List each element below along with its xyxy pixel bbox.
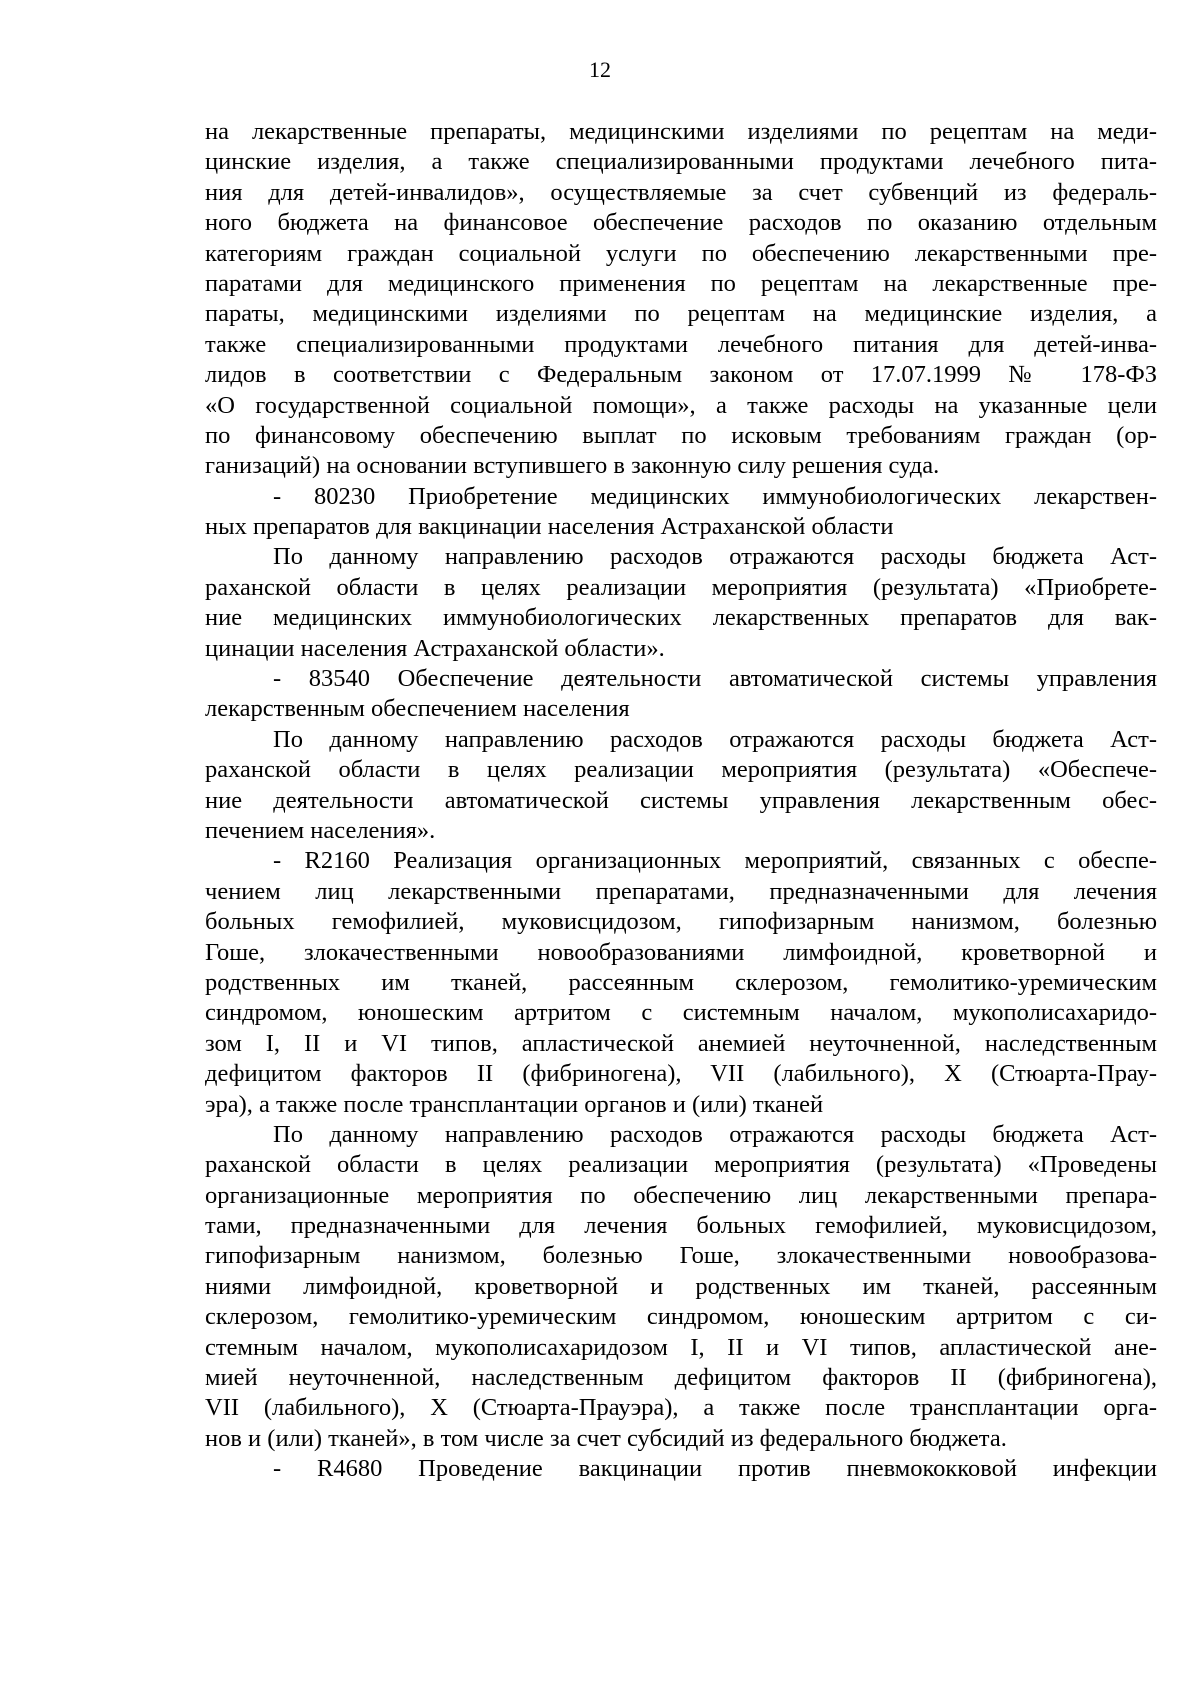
page-number: 12 — [589, 57, 611, 82]
text-line: печением населения». — [205, 816, 436, 844]
text-line: По данному направлению расходов отражаются расходы бюджета Аст- — [273, 543, 1157, 571]
text-line: зом I, II и VI типов, апластической анемией неуточненной, наследственным — [205, 1029, 1157, 1057]
text-line: тами, предназначенными для лечения больных гемофилией, муковисцидозом, — [205, 1212, 1157, 1240]
text-line: лекарственным обеспечением населения — [205, 695, 630, 723]
text-line: ганизаций) на основании вступившего в законную силу решения суда. — [205, 452, 940, 480]
text-line: параты, медицинскими изделиями по рецептам на медицинские изделия, а — [205, 300, 1157, 328]
text-line: больных гемофилией, муковисцидозом, гипофизарным нанизмом, болезнью — [205, 908, 1157, 936]
text-line: на лекарственные препараты, медицинскими изделиями по рецептам на меди- — [205, 118, 1157, 145]
text-line: организационные мероприятия по обеспечению лиц лекарственными препара- — [205, 1181, 1157, 1209]
text-line: раханской области в целях реализации мероприятия (результата) «Обеспече- — [205, 756, 1157, 784]
text-line: - 83540 Обеспечение деятельности автоматической системы управления — [273, 665, 1157, 693]
text-line: - R4680 Проведение вакцинации против пневмококковой инфекции — [273, 1455, 1157, 1483]
text-line: нов и (или) тканей», в том числе за счет субсидий из федерального бюджета. — [205, 1424, 1007, 1452]
text-line: дефицитом факторов II (фибриногена), VII (лабильного), X (Стюарта-Прау- — [205, 1060, 1157, 1088]
text-line: цинские изделия, а также специализированными продуктами лечебного пита- — [205, 148, 1157, 176]
text-line: - 80230 Приобретение медицинских иммунобиологических лекарствен- — [273, 482, 1157, 510]
text-line: гипофизарным нанизмом, болезнью Гоше, злокачественными новообразова- — [205, 1242, 1157, 1270]
text-line: эра), а также после трансплантации органов и (или) тканей — [205, 1090, 824, 1118]
text-line: Гоше, злокачественными новообразованиями лимфоидной, кроветворной и — [205, 938, 1157, 966]
document-body — [205, 117, 1157, 1485]
text-line: ние медицинских иммунобиологических лекарственных препаратов для вак- — [205, 604, 1157, 632]
text-line: По данному направлению расходов отражаются расходы бюджета Аст- — [273, 1120, 1157, 1148]
text-line: мией неуточненной, наследственным дефицитом факторов II (фибриногена), — [205, 1364, 1157, 1392]
text-line: ниями лимфоидной, кроветворной и родственных им тканей, рассеянным — [205, 1272, 1157, 1300]
text-line: паратами для медицинского применения по рецептам на лекарственные пре- — [205, 269, 1157, 297]
text-line: категориям граждан социальной услуги по обеспечению лекарственными пре- — [205, 239, 1157, 267]
text-line: раханской области в целях реализации мероприятия (результата) «Проведены — [205, 1151, 1157, 1179]
text-line: раханской области в целях реализации мероприятия (результата) «Приобрете- — [205, 573, 1157, 601]
text-line: лидов в соответствии с Федеральным законом от 17.07.1999 № 178-ФЗ — [205, 361, 1157, 389]
text-line: ние деятельности автоматической системы управления лекарственным обес- — [205, 786, 1157, 814]
text-line: также специализированными продуктами лечебного питания для детей-инва- — [205, 330, 1157, 358]
text-line: «О государственной социальной помощи», а также расходы на указанные цели — [205, 391, 1157, 419]
text-line: родственных им тканей, рассеянным склерозом, гемолитико-уремическим — [205, 968, 1157, 996]
text-line: ного бюджета на финансовое обеспечение расходов по оказанию отдельным — [205, 209, 1157, 237]
text-line: по финансовому обеспечению выплат по исковым требованиям граждан (ор- — [205, 421, 1157, 449]
text-line: ных препаратов для вакцинации населения Астраханской области — [205, 513, 894, 541]
text-line: ния для детей-инвалидов», осуществляемые за счет субвенций из федераль- — [205, 178, 1157, 206]
text-line: - R2160 Реализация организационных мероприятий, связанных с обеспе- — [273, 847, 1157, 875]
text-line: синдромом, юношеским артритом с системным началом, мукополисахаридо- — [205, 999, 1157, 1027]
text-line: склерозом, гемолитико-уремическим синдромом, юношеским артритом с си- — [205, 1303, 1157, 1331]
text-line: VII (лабильного), X (Стюарта-Прауэра), а также после трансплантации орга- — [205, 1394, 1157, 1422]
text-line: По данному направлению расходов отражаются расходы бюджета Аст- — [273, 725, 1157, 753]
text-line: чением лиц лекарственными препаратами, предназначенными для лечения — [205, 877, 1157, 905]
text-line: цинации населения Астраханской области». — [205, 634, 665, 662]
text-line: стемным началом, мукополисахаридозом I, II и VI типов, апластической ане- — [205, 1333, 1157, 1361]
